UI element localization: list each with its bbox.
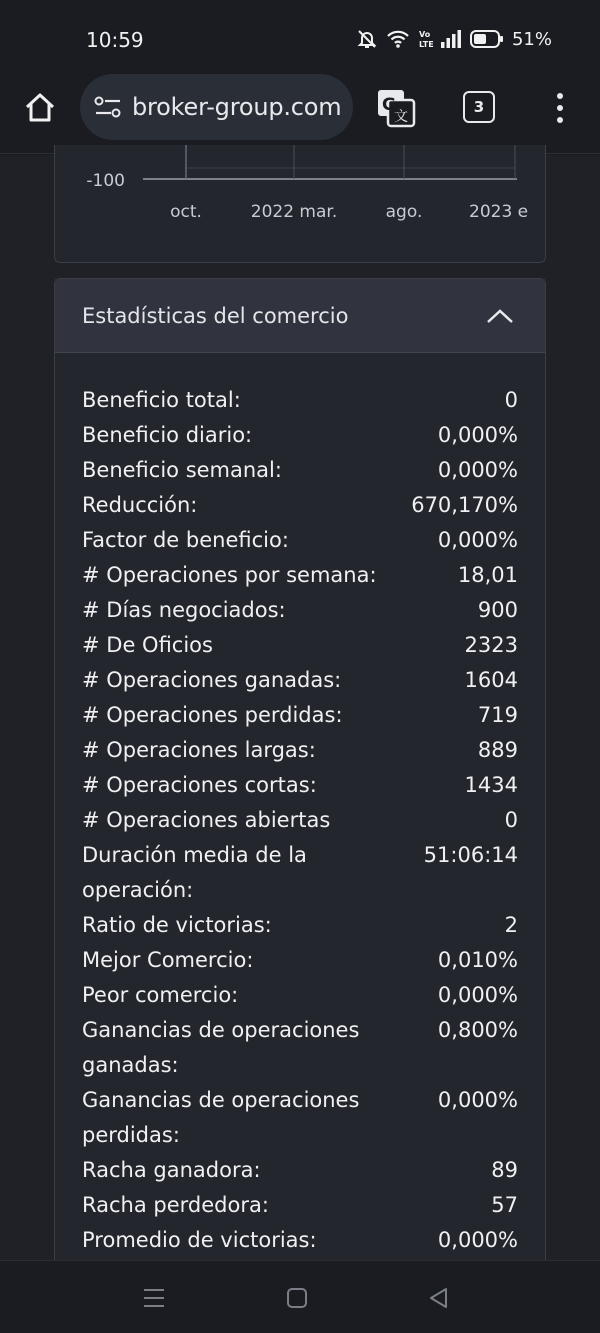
recents-icon (141, 1285, 167, 1311)
stat-label: # Operaciones largas: (82, 738, 316, 762)
stat-value: 2323 (464, 633, 518, 657)
status-icons (356, 28, 552, 50)
stat-value: 57 (491, 1193, 518, 1217)
stat-label: Reducción: (82, 493, 198, 517)
address-bar[interactable] (80, 74, 353, 140)
signal-icon (440, 30, 462, 48)
translate-button[interactable] (376, 88, 416, 128)
svg-text:文: 文 (394, 109, 408, 125)
stat-value: 1434 (464, 773, 518, 797)
recents-button[interactable] (141, 1285, 167, 1311)
stat-row (82, 523, 518, 558)
stat-label: Ratio de victorias: (82, 913, 272, 937)
stat-value: 0,000% (437, 528, 518, 552)
home-nav-button[interactable] (284, 1285, 310, 1311)
stat-label: # Operaciones abiertas (82, 808, 331, 832)
battery-icon (470, 30, 504, 48)
browser-toolbar (0, 72, 600, 154)
stat-value: 0,000% (437, 1088, 518, 1112)
stat-row (82, 628, 518, 663)
stat-value: 0 (504, 808, 518, 832)
wifi-icon (386, 29, 410, 49)
svg-text:Vo: Vo (418, 30, 431, 39)
stat-row (82, 663, 518, 698)
tabs-button[interactable] (463, 91, 495, 123)
menu-icon (557, 93, 563, 99)
status-time: 10:59 (86, 28, 144, 52)
stat-value: 670,170% (411, 493, 518, 517)
back-icon (426, 1285, 452, 1311)
stat-row (82, 593, 518, 628)
page-content[interactable] (0, 155, 600, 1260)
stat-value: 0,000% (437, 423, 518, 447)
site-settings-icon (94, 96, 122, 118)
stat-label: Promedio de victorias: (82, 1228, 317, 1252)
stat-row (82, 418, 518, 453)
home-button[interactable] (20, 88, 60, 128)
trade-stats-title: Estadísticas del comercio (82, 303, 349, 328)
stat-row (82, 1188, 518, 1223)
stat-value: 0 (504, 388, 518, 412)
stat-label: Ganancias de operaciones perdidas: (82, 1088, 360, 1147)
stat-value: 719 (477, 703, 518, 727)
home-nav-icon (284, 1285, 310, 1311)
stat-label: Beneficio total: (82, 388, 241, 412)
chart-y-tick: -100 (86, 171, 125, 191)
menu-icon-dot (557, 117, 563, 123)
menu-button[interactable] (548, 90, 572, 126)
stat-label: Ganancias de operaciones ganadas: (82, 1018, 360, 1077)
chart-x-tick: oct. (170, 202, 202, 222)
status-bar (0, 0, 600, 72)
trade-stats-header[interactable] (55, 279, 545, 353)
stat-label: Racha perdedora: (82, 1193, 269, 1217)
stat-label: # De Oficios (82, 633, 213, 657)
stat-row (82, 978, 518, 1013)
stat-value: 89 (491, 1158, 518, 1182)
chart-x-tick: 2023 e (469, 202, 529, 222)
stat-row (82, 1223, 518, 1258)
stat-row (82, 768, 518, 803)
back-button[interactable] (426, 1285, 452, 1311)
chart-x-tick: ago. (385, 202, 423, 222)
stat-row (82, 1083, 518, 1153)
stat-row (82, 1153, 518, 1188)
stat-label: # Días negociados: (82, 598, 286, 622)
stat-row (82, 803, 518, 838)
stat-value: 900 (477, 598, 518, 622)
stat-value: 0,800% (437, 1018, 518, 1042)
stat-label: Beneficio diario: (82, 423, 253, 447)
translate-icon (376, 88, 416, 128)
stat-label: # Operaciones perdidas: (82, 703, 343, 727)
stat-label: # Operaciones por semana: (82, 563, 377, 587)
stat-value: 18,01 (457, 563, 518, 587)
stat-value: 1604 (464, 668, 518, 692)
stat-row (82, 488, 518, 523)
stat-label: Mejor Comercio: (82, 948, 254, 972)
stat-value: 0,000% (437, 1228, 518, 1252)
stat-row (82, 383, 518, 418)
stat-value: 889 (477, 738, 518, 762)
tab-count: 3 (473, 98, 485, 116)
svg-text:G: G (382, 95, 396, 115)
battery-percent: 51% (511, 28, 552, 50)
stat-row (82, 838, 518, 908)
stat-label: # Operaciones ganadas: (82, 668, 342, 692)
stat-row (82, 558, 518, 593)
stat-row (82, 453, 518, 488)
stat-label: Duración media de la operación: (82, 843, 307, 902)
trade-stats-list (55, 353, 545, 1258)
stat-row (82, 733, 518, 768)
stat-value: 0,010% (437, 948, 518, 972)
menu-icon-dot (557, 105, 563, 111)
stat-label: Racha ganadora: (82, 1158, 261, 1182)
stat-row (82, 943, 518, 978)
system-nav-bar (0, 1260, 600, 1333)
stat-label: # Operaciones cortas: (82, 773, 317, 797)
stat-label: Peor comercio: (82, 983, 239, 1007)
chart-svg (55, 145, 547, 263)
trade-stats-card (54, 278, 546, 1278)
stat-value: 2 (504, 913, 518, 937)
stat-value: 51:06:14 (423, 843, 518, 867)
chart-card (54, 145, 546, 263)
stat-value: 0,000% (437, 983, 518, 1007)
stat-label: Factor de beneficio: (82, 528, 289, 552)
stat-label: Beneficio semanal: (82, 458, 282, 482)
chevron-up-icon[interactable] (485, 306, 515, 326)
stat-row (82, 1013, 518, 1083)
volte-icon (418, 28, 432, 50)
chart-x-tick: 2022 mar. (250, 202, 338, 222)
svg-text:LTE: LTE (418, 40, 434, 49)
stat-row (82, 908, 518, 943)
stat-row (82, 698, 518, 733)
url-text: broker-group.com (132, 93, 342, 121)
mute-icon (356, 28, 378, 50)
home-icon (23, 91, 57, 125)
stat-value: 0,000% (437, 458, 518, 482)
